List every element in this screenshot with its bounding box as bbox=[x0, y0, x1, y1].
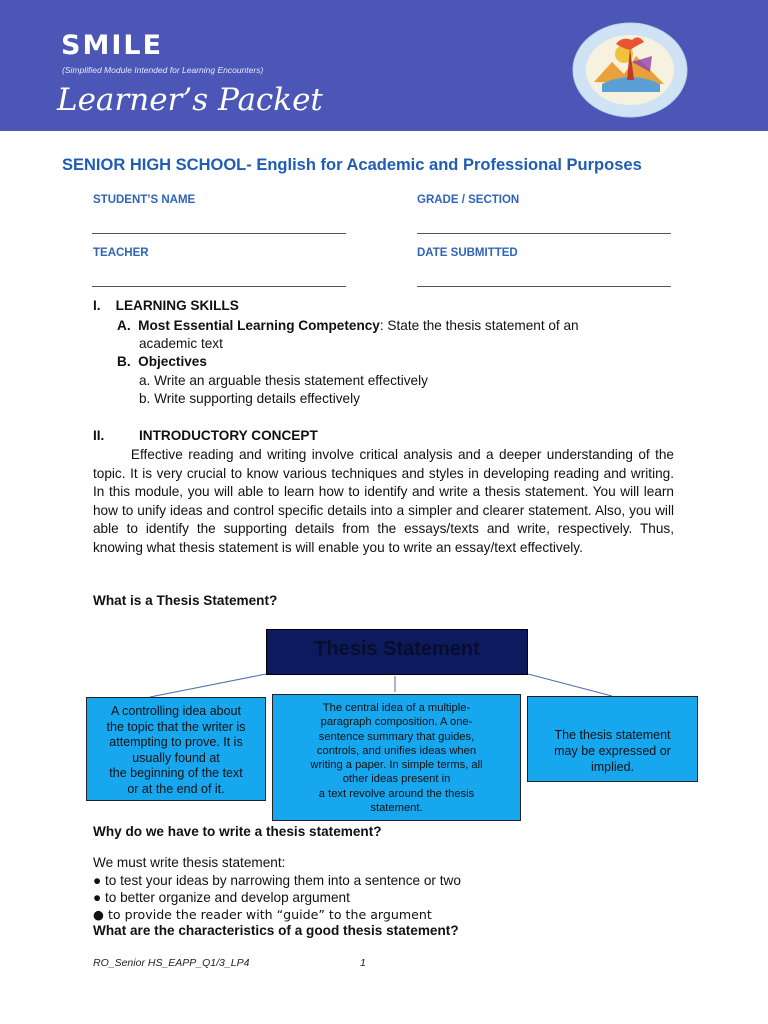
box-left-line: usually found at bbox=[132, 750, 220, 765]
student-name-label: STUDENT’S NAME bbox=[93, 194, 196, 206]
bullet-item: ● to test your ideas by narrowing them into a sentence or two bbox=[93, 873, 461, 888]
box-right-line: may be expressed or bbox=[554, 744, 671, 758]
section-2-number: II. bbox=[93, 428, 105, 443]
box-left-line: or at the end of it. bbox=[127, 781, 225, 796]
section-1-heading: I. LEARNING SKILLS bbox=[93, 298, 239, 313]
brand-subtitle: (Simplified Module Intended for Learning Encounters) bbox=[62, 65, 264, 75]
box-center-line: The central idea of a multiple- bbox=[322, 702, 471, 714]
box-left-line: attempting to prove. It is bbox=[109, 735, 243, 749]
box-center-line: a text revolve around the thesis bbox=[318, 787, 475, 800]
intro-paragraph: Effective reading and writing involve critical analysis and a deeper understanding of the topic. It is very crucial to know various techniques and styles in developing reading and writing. In this module, you will able to learn how to identify and write a thesis statement. You will learn how to unify ideas and control specific details into a simpler and clearer statement. Also, you will able to identify the supporting details from the essays/texts and write, respectively. Thus, knowing what thesis statement is will enable you to write an essay/text effectively. bbox=[93, 447, 674, 555]
teacher-label: TEACHER bbox=[93, 247, 149, 259]
competency-label: A. Most Essential Learning Competency bbox=[117, 318, 380, 333]
packet-title: Learner’s Packet bbox=[57, 82, 323, 118]
box-right-line: implied. bbox=[590, 760, 635, 774]
box-left-line: the topic that the writer is bbox=[106, 719, 246, 734]
objective-b: b. Write supporting details effectively bbox=[139, 391, 360, 406]
box-center-line: paragraph composition. A one- bbox=[320, 716, 473, 729]
box-center-line: writing a paper. In simple terms, all bbox=[310, 759, 483, 772]
grade-section-label: GRADE / SECTION bbox=[417, 194, 520, 206]
section-2-heading: INTRODUCTORY CONCEPT bbox=[139, 428, 318, 443]
must-write-intro: We must write thesis statement: bbox=[93, 855, 286, 870]
box-right-line: The thesis statement bbox=[554, 728, 671, 742]
footer-page-number: 1 bbox=[360, 957, 366, 969]
date-submitted-label: DATE SUBMITTED bbox=[417, 247, 518, 259]
definition-box-expressed-or-implied bbox=[527, 696, 698, 782]
box-left-line: the beginning of the text bbox=[109, 766, 243, 780]
thesis-statement-heading-box bbox=[266, 629, 528, 675]
objectives-heading: B. Objectives bbox=[117, 354, 207, 369]
box-center-line: controls, and unifies ideas when bbox=[316, 744, 477, 757]
competency-text-continued: academic text bbox=[139, 336, 223, 351]
question-why-write-thesis: Why do we have to write a thesis statement? bbox=[93, 824, 382, 839]
definition-box-controlling-idea bbox=[86, 697, 266, 801]
box-left-line: A controlling idea about bbox=[111, 704, 241, 718]
box-center-line: statement. bbox=[370, 802, 423, 815]
thesis-statement-heading: Thesis Statement bbox=[314, 638, 480, 660]
question-what-is-thesis: What is a Thesis Statement? bbox=[93, 593, 278, 608]
bullet-item: ● to provide the reader with “guide” to the argument bbox=[93, 907, 432, 922]
question-characteristics: What are the characteristics of a good thesis statement? bbox=[93, 923, 459, 938]
bullet-item: ● to better organize and develop argument bbox=[93, 890, 350, 905]
objective-a: a. Write an arguable thesis statement effectively bbox=[139, 373, 428, 388]
competency-text: : State the thesis statement of an bbox=[379, 318, 579, 333]
definition-box-central-idea bbox=[272, 694, 521, 821]
page-title: SENIOR HIGH SCHOOL- English for Academic and Professional Purposes bbox=[62, 156, 642, 174]
box-center-line: sentence summary that guides, bbox=[318, 730, 475, 743]
brand-logo-text: SMILE bbox=[61, 30, 164, 61]
footer-code: RO_Senior HS_EAPP_Q1/3_LP4 bbox=[93, 957, 250, 969]
box-center-line: other ideas present in bbox=[342, 773, 451, 786]
